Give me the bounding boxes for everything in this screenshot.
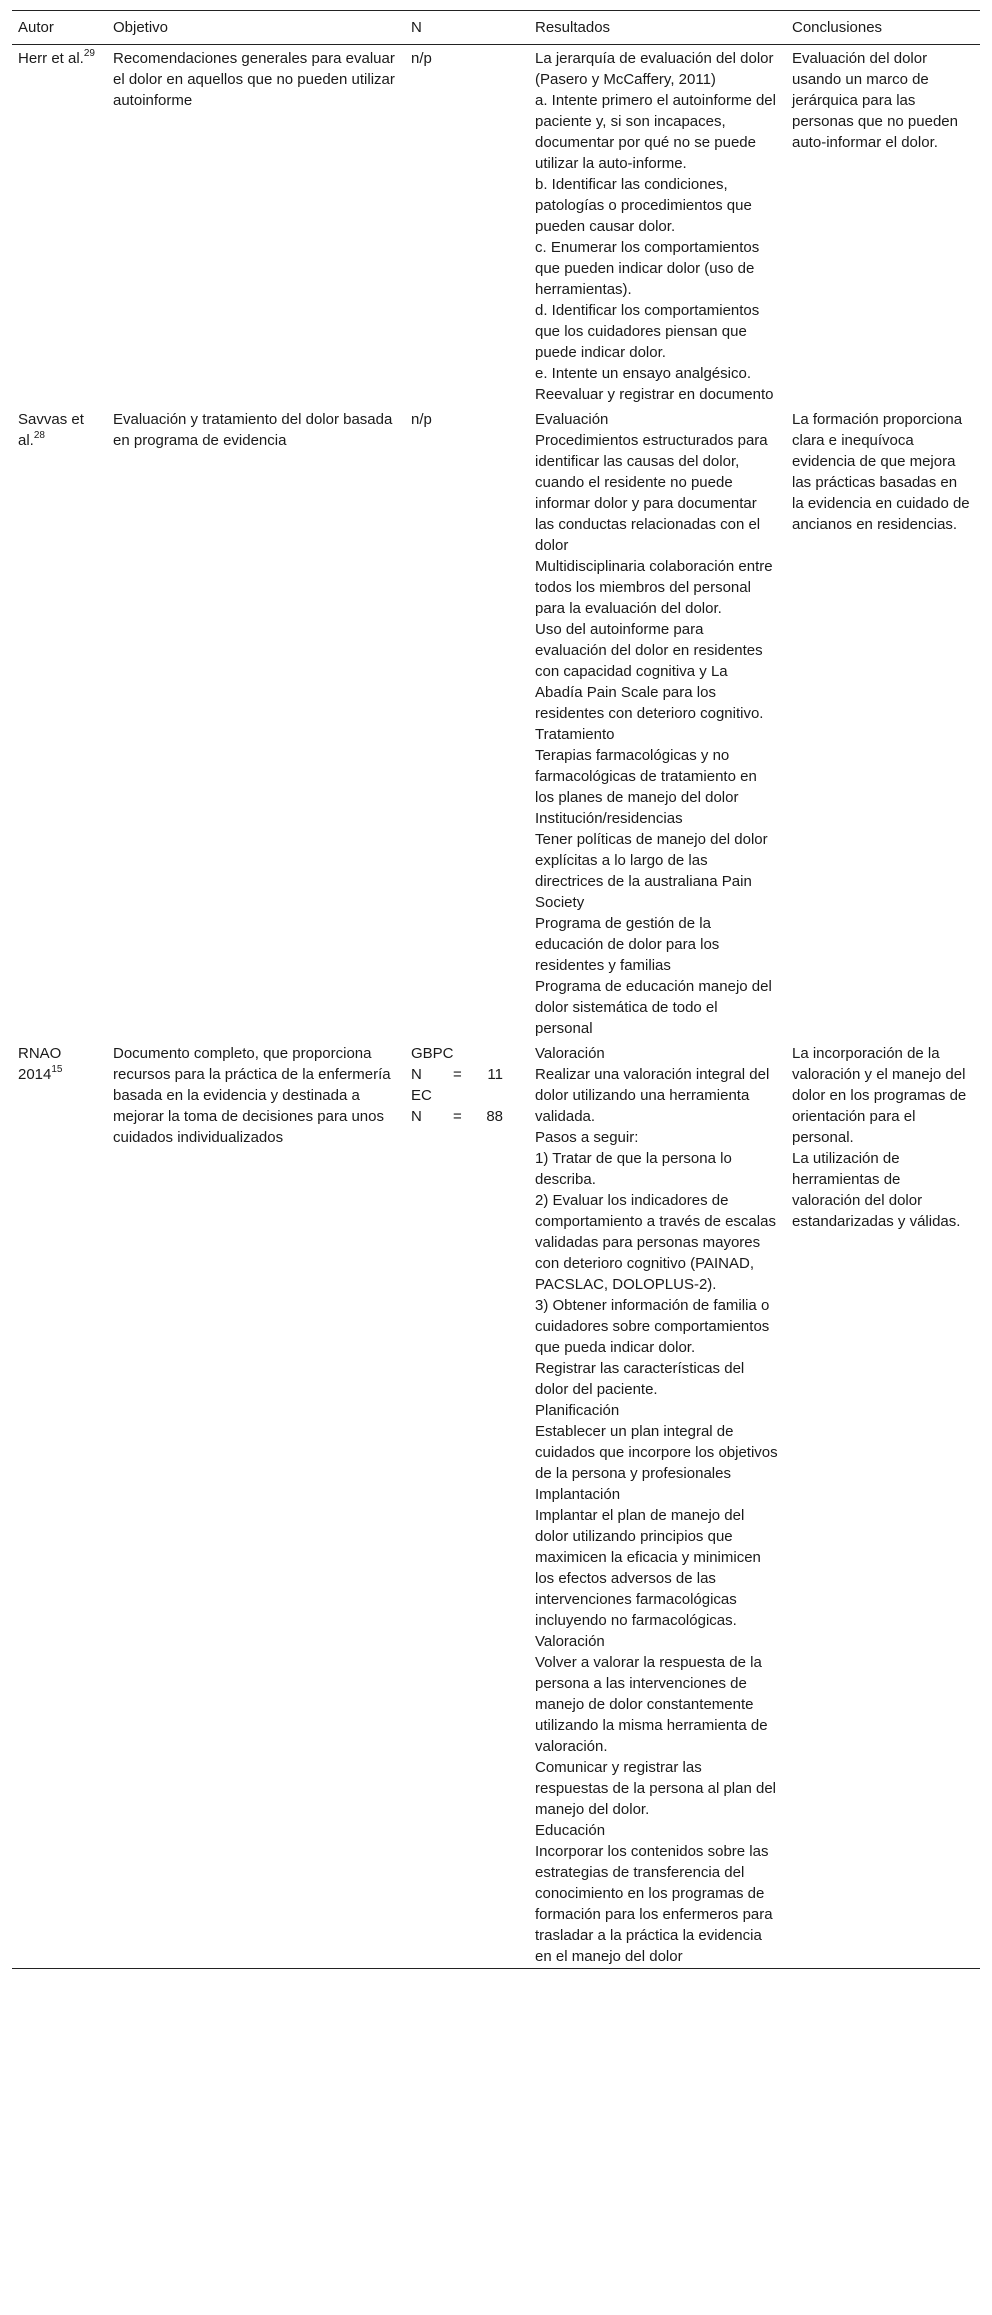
n-label-gbpc: GBPC — [411, 1045, 454, 1062]
conclusion-line: La incorporación de la valoración y el manejo del dolor en los programas de orientación para el personal. — [792, 1045, 967, 1146]
cell-conclusiones: La formación proporciona clara e inequívoca evidencia de que mejora las prácticas basadas en la evidencia en cuidado de ancianos en residencias. — [792, 411, 970, 533]
header-resultados: Resultados — [535, 19, 611, 36]
resultado-line: Registrar las características del dolor del paciente. — [535, 1360, 745, 1398]
cell-objetivo: Documento completo, que proporciona recursos para la práctica de la enfermería basada en la evidencia y destinada a mejorar la toma de decisiones para unos cuidados individualizados — [113, 1045, 391, 1146]
cell-autor — [12, 1040, 107, 1969]
cell-conclusiones — [786, 1040, 980, 1969]
cell-autor — [12, 406, 107, 1040]
resultado-line: Realizar una valoración integral del dolor utilizando una herramienta validada. — [535, 1066, 770, 1125]
cell-resultados — [529, 406, 786, 1040]
autor-ref: 15 — [51, 1064, 63, 1075]
cell-resultados — [529, 45, 786, 407]
resultado-line: Terapias farmacológicas y no farmacológicas de tratamiento en los planes de manejo del dolor — [535, 747, 757, 806]
resultado-line: Institución/residencias — [535, 810, 683, 827]
cell-n: n/p — [411, 50, 432, 67]
n-val: 11 — [487, 1066, 503, 1083]
resultado-line: Incorporar los contenidos sobre las estrategias de transferencia del conocimiento en los programas de formación para los enfermeros para trasladar a la práctica la evidencia en el manejo del dolor — [535, 1843, 773, 1965]
table-row — [12, 1040, 980, 1969]
autor-name: RNAO 2014 — [18, 1045, 62, 1083]
n-eq: = — [453, 1066, 462, 1083]
resultado-line: 3) Obtener información de familia o cuidadores sobre comportamientos que pueda indicar dolor. — [535, 1297, 770, 1356]
resultado-line: e. Intente un ensayo analgésico. — [535, 365, 751, 382]
table-row — [12, 406, 980, 1040]
resultado-line: Educación — [535, 1822, 606, 1839]
cell-objetivo: Recomendaciones generales para evaluar el dolor en aquellos que no pueden utilizar autoinforme — [113, 50, 395, 109]
cell-conclusiones: Evaluación del dolor usando un marco de jerárquica para las personas que no pueden auto-informar el dolor. — [792, 50, 958, 151]
cell-objetivo: Evaluación y tratamiento del dolor basada en programa de evidencia — [113, 411, 393, 449]
header-conclusiones: Conclusiones — [792, 19, 883, 36]
resultado-line: Uso del autoinforme para evaluación del dolor en residentes con capacidad cognitiva y La Abadía Pain Scale para los residentes con deterioro cognitivo. — [535, 621, 764, 722]
table-header-row — [12, 11, 980, 45]
evidence-table — [12, 10, 980, 1969]
n-eq: = — [453, 1108, 462, 1125]
n-label-ec: EC — [411, 1087, 432, 1104]
resultado-line: a. Intente primero el autoinforme del paciente y, si son incapaces, documentar por qué no se puede utilizar la auto-informe. — [535, 92, 776, 172]
resultado-line: Planificación — [535, 1402, 620, 1419]
autor-ref: 29 — [83, 48, 95, 59]
resultado-line: d. Identificar los comportamientos que los cuidadores piensan que puede indicar dolor. — [535, 302, 760, 361]
evidence-table-container — [12, 10, 980, 1969]
n-value-gbpc — [411, 1064, 521, 1085]
cell-n — [405, 1040, 529, 1969]
header-objetivo: Objetivo — [113, 19, 169, 36]
resultado-line: Comunicar y registrar las respuestas de la persona al plan del manejo del dolor. — [535, 1759, 776, 1818]
resultado-line: Programa de educación manejo del dolor sistemática de todo el personal — [535, 978, 772, 1037]
resultado-line: 2) Evaluar los indicadores de comportamiento a través de escalas validadas para personas mayores con deterioro cognitivo (PAINAD, PACSLAC, DOLOPLUS-2). — [535, 1192, 776, 1293]
resultado-line: Pasos a seguir: — [535, 1129, 639, 1146]
cell-resultados — [529, 1040, 786, 1969]
resultado-line: Valoración — [535, 1633, 605, 1650]
resultado-line: Implantar el plan de manejo del dolor utilizando principios que maximicen la eficacia y minimicen los efectos adversos de las intervenciones farmacológicas incluyendo no farmacológicas. — [535, 1507, 761, 1629]
resultado-line: Multidisciplinaria colaboración entre todos los miembros del personal para la evaluación del dolor. — [535, 558, 773, 617]
autor-name: Herr et al. — [18, 50, 84, 67]
cell-n: n/p — [411, 411, 432, 428]
resultado-line: Volver a valorar la respuesta de la persona a las intervenciones de manejo de dolor constantemente utilizando la misma herramienta de valoración. — [535, 1654, 768, 1755]
resultado-line: Tener políticas de manejo del dolor explícitas a lo largo de las directrices de la australiana Pain Society — [535, 831, 768, 911]
resultado-line: 1) Tratar de que la persona lo describa. — [535, 1150, 732, 1188]
resultado-line: Procedimientos estructurados para identificar las causas del dolor, cuando el residente no puede informar dolor y para documentar las conductas relacionadas con el dolor — [535, 432, 768, 554]
resultado-line: b. Identificar las condiciones, patologías o procedimientos que pueden causar dolor. — [535, 176, 752, 235]
n-key: N — [411, 1066, 422, 1083]
n-val: 88 — [486, 1108, 503, 1125]
table-row — [12, 45, 980, 407]
resultado-line: Implantación — [535, 1486, 621, 1503]
autor-ref: 28 — [33, 430, 45, 441]
header-autor: Autor — [18, 19, 54, 36]
resultado-line: Valoración — [535, 1045, 605, 1062]
autor-name: Savvas et al. — [18, 411, 84, 449]
resultado-line: Programa de gestión de la educación de dolor para los residentes y familias — [535, 915, 720, 974]
header-n: N — [411, 19, 422, 36]
resultado-line: c. Enumerar los comportamientos que pueden indicar dolor (uso de herramientas). — [535, 239, 760, 298]
resultado-line: Reevaluar y registrar en documento — [535, 386, 774, 403]
resultado-line: Tratamiento — [535, 726, 615, 743]
n-key: N — [411, 1108, 422, 1125]
resultado-line: La jerarquía de evaluación del dolor (Pasero y McCaffery, 2011) — [535, 50, 774, 88]
conclusion-line: La utilización de herramientas de valoración del dolor estandarizadas y válidas. — [792, 1150, 961, 1230]
resultado-line: Evaluación — [535, 411, 609, 428]
resultado-line: Establecer un plan integral de cuidados que incorpore los objetivos de la persona y profesionales — [535, 1423, 778, 1482]
cell-autor — [12, 45, 107, 407]
n-value-ec — [411, 1106, 521, 1127]
